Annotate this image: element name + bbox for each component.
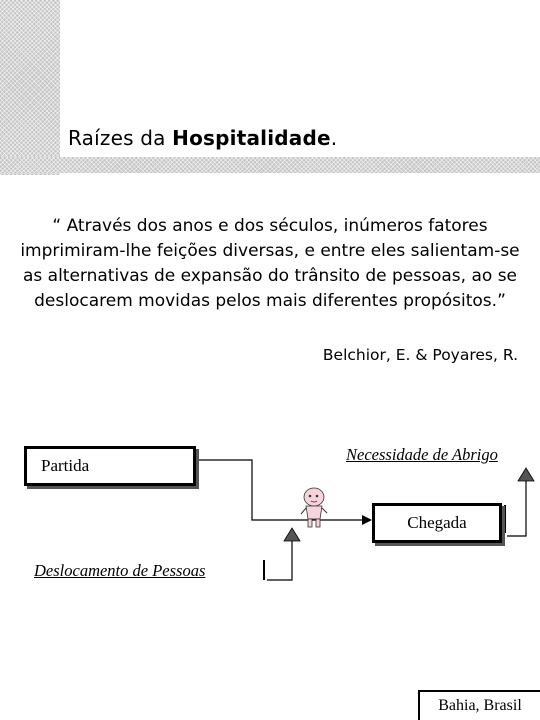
end-label: Chegada [407,513,467,532]
footer-location: Bahia, Brasil [418,690,540,720]
arrow-up-abrigo [518,468,534,481]
title-prefix: Raízes da [68,126,173,150]
need-label: Necessidade de Abrigo [346,445,498,464]
arrow-up-deslocamento [284,528,300,541]
quote-author: Belchior, E. & Poyares, R. [322,346,518,364]
connector-abrigo [507,480,526,536]
connector-partida-chegada [196,460,362,520]
quote-text: “ Através dos anos e dos séculos, inúmeros fatores imprimiram-lhe feições diversas, e entre eles salientam-se as alternativas de expansão do trânsito de pessoas, ao se deslocarem movidas pelos mais diferentes propósitos.” [20,216,520,311]
title-suffix: . [330,126,338,150]
connector-deslocamento [267,540,292,580]
movement-label: Deslocamento de Pessoas [34,561,206,580]
end-box [372,503,502,543]
start-label: Partida [41,456,90,475]
start-box [24,446,196,486]
baby-walking-icon [299,486,329,530]
title-bold: Hospitalidade [172,126,331,150]
arrow-head-chegada [362,515,372,525]
